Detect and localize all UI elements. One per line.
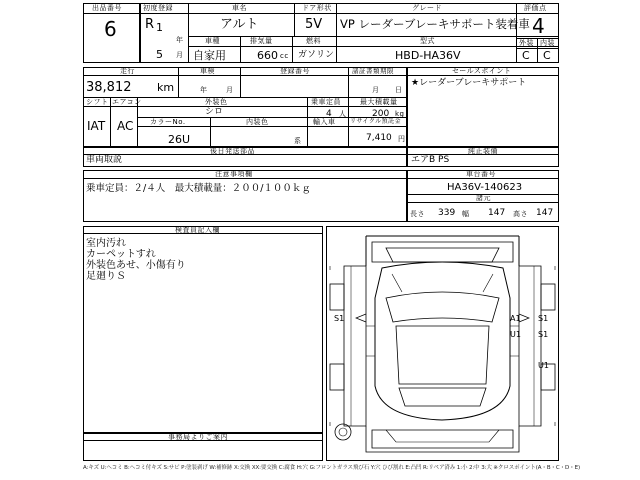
mileage-unit: km [157,81,175,94]
mileage: 38,812 [86,80,132,95]
width-label: 幅 [462,210,470,218]
reg-year: 1 [156,21,163,34]
rating: 4 [532,14,545,38]
valid-month-unit: 月 [372,86,380,94]
damage-legend: A:キズ U:ヘコミ B:ヘコミ付キズ S:サビ P:塗装剥げ W:補修跡 X:交換 XX:要交換 C:腐食 H:穴 G:フロントガラス飛び石 Y:穴 ひび割れ E:凸凹 R:リペア済み 1:小 2:中 3:大 ※クロスポイント(A・B・C・D・E) [83,465,580,471]
damage-mark: S1 [538,330,549,339]
length-label: 長さ [410,210,425,218]
fuel: ガソリン [298,50,335,60]
inspection-year-unit: 年 [200,86,208,94]
door-label: ドア形状 [302,4,332,12]
ac-label: エアコン [112,98,142,106]
equipment-label: 純正装備 [468,147,498,155]
vehicle-class-label: 車種 [205,37,220,45]
plate-label: 登録番号 [280,67,310,75]
first-reg-label: 初度登録 [143,4,173,12]
interior-color-label: 内装色 [246,118,269,126]
color-no-label: カラーNo. [150,118,186,126]
import-label: 輸入車 [313,118,336,126]
inspection-month-unit: 月 [226,86,234,94]
length: 339 [438,208,456,218]
era: R [145,17,155,32]
displacement-unit: cc [280,52,289,60]
capacity-label: 乗車定員 [311,98,341,106]
exterior-label: 外装 [519,39,534,47]
shift: IAT [87,119,106,133]
reg-month: 5 [156,48,163,61]
recycle-label: リサイクル預託金 [350,118,402,125]
inspector-note-line: カーペットすれ [86,249,156,260]
damage-mark: A1 [510,314,521,323]
equipment-text: エアB PS [411,155,450,165]
ac: AC [117,119,134,133]
recycle-unit: 円 [398,135,406,143]
capacity-unit: 人 [339,110,347,118]
displacement-label: 排気量 [250,37,273,45]
damage-mark: U1 [538,361,549,370]
inspector-note-line: 足廻りＳ [86,271,126,282]
lot-number-label: 出品番号 [92,4,122,12]
vehicle-info-frame [83,67,407,147]
damage-mark: S1 [538,314,549,323]
mileage-label: 走行 [120,67,135,75]
damage-mark: U1 [510,330,521,339]
height-label: 高さ [513,210,528,218]
grade-label: グレード [412,4,442,12]
inspection-label: 車検 [200,67,215,75]
max-load: 200 [372,109,390,119]
car-name: アルト [220,17,259,32]
valid-label: 諸証書類期限 [352,67,394,75]
vehicle-class: 自家用 [193,49,226,62]
notes-label: 注意事項欄 [215,170,253,178]
shift-label: シフト [86,98,109,106]
inspector-note-line: 外装色あせ、小傷有り [86,260,186,271]
width: 147 [488,208,506,218]
exterior-grade: C [522,49,530,62]
grade: VP レーダーブレーキサポート装着車 [340,17,530,31]
capacity: 4 [326,109,332,119]
height: 147 [536,208,554,218]
color: シロ [205,107,224,117]
damage-mark: S1 [334,314,345,323]
chassis-label: 車台番号 [466,170,496,178]
interior-label: 内装 [540,39,555,47]
office-label: 事務局よりご案内 [168,433,228,441]
selling-points-label: セールスポイント [452,67,512,75]
rating-label: 評価点 [524,4,547,12]
selling-points-text: ★レーダーブレーキサポート [411,78,527,88]
month-unit: 月 [176,51,184,59]
valid-day-unit: 日 [395,86,403,94]
car-diagram [326,226,559,461]
displacement: 660 [257,49,278,62]
inspector-note-line: 室内汚れ [86,238,126,249]
recycle: 7,410 [366,133,392,143]
inspector-notes [86,238,186,282]
car-name-label: 車名 [232,4,247,12]
inspector-label: 検査員記入欄 [175,226,220,234]
later-parts-text: 車両取説 [86,155,123,165]
fuel-label: 燃料 [306,37,321,45]
door-type: 5V [305,17,323,32]
model-code: HBD-HA36V [395,49,461,62]
chassis-number: HA36V-140623 [447,182,523,193]
dims-label: 諸元 [476,194,491,202]
color-label: 外装色 [205,98,228,106]
max-load-unit: kg [395,110,405,118]
notes-text: 乗車定員：２/４人 最大積載量：２００/１００ｋｇ [86,183,311,194]
lot-number: 6 [104,17,117,41]
year-unit: 年 [176,36,184,44]
interior-color-suffix: 系 [294,137,302,145]
interior-grade: C [543,49,551,62]
color-no: 26U [168,133,191,146]
model-label: 型式 [420,37,435,45]
max-load-label: 最大積載量 [360,98,398,106]
later-parts-label: 後日発送部品 [210,147,255,155]
